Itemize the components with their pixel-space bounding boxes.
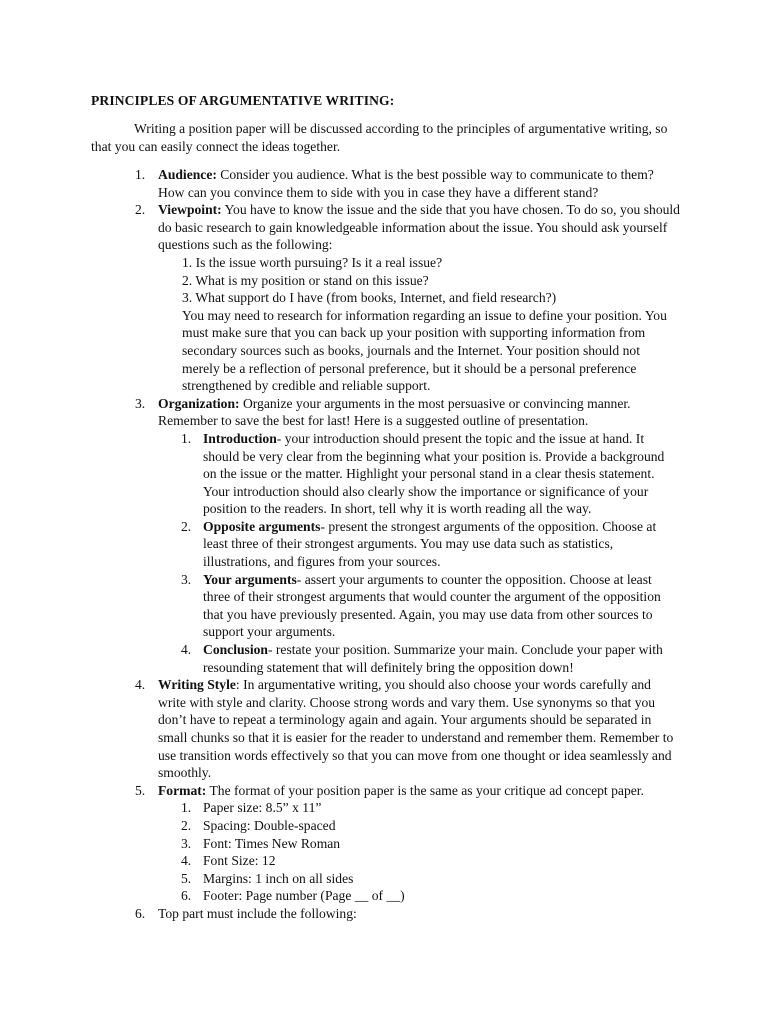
- item-number: 2.: [135, 202, 146, 218]
- format-list: [158, 799, 681, 905]
- outline-number: 4.: [181, 642, 192, 658]
- format-item-font-size: [158, 852, 681, 870]
- outline-list: [158, 430, 681, 676]
- document-title: PRINCIPLES OF ARGUMENTATIVE WRITING:: [91, 93, 395, 108]
- outline-text: - your introduction should present the topic and the issue at hand. It should be very clear from the beginning what your position is. Provide a background on the issue or the matter. Highlight your personal stand in a clear thesis statement. Your introduction should also clearly show the importance or significance of your position to the readers. In short, tell why it is worth reading all the way.: [203, 430, 665, 517]
- item-number: 6.: [135, 905, 146, 921]
- intro-paragraph: [91, 120, 676, 155]
- format-number: 1.: [181, 800, 192, 816]
- format-item-font: [158, 835, 681, 853]
- list-item-format: [91, 782, 681, 905]
- outline-label: Opposite arguments: [203, 518, 321, 534]
- list-item-organization: [91, 395, 681, 677]
- item-text: : In argumentative writing, you should also choose your words carefully and write with style and clarity. Choose strong words and vary them. Use synonyms so that you don’t have to repeat a terminology again and again. Your arguments should be separated in small chunks so that it is easier for the reader to understand and remember them. Remember to use transition words effectively so that you can move from one thought or idea seamlessly and smoothly.: [158, 677, 674, 781]
- format-number: 4.: [181, 853, 192, 869]
- format-item-footer: [158, 887, 681, 905]
- list-item-writing-style: [91, 676, 681, 782]
- outline-item-opposite-arguments: [158, 518, 681, 571]
- outline-text: - restate your position. Summarize your main. Conclude your paper with resounding statement that will definitely bring the opposition down!: [203, 642, 663, 675]
- format-item-spacing: [158, 817, 681, 835]
- outline-number: 3.: [181, 571, 192, 587]
- viewpoint-research-note: You may need to research for information regarding an issue to define your position. You must make sure that you can back up your position with supporting information from secondary sources such as books, journals and the Internet. Your position should not merely be a reflection of personal preference, but it should be a personal preference strengthened by credible and reliable support.: [182, 307, 667, 394]
- format-number: 3.: [181, 835, 192, 851]
- item-label: Format:: [158, 782, 207, 798]
- outline-number: 2.: [181, 518, 192, 534]
- list-item-audience: [91, 166, 681, 201]
- outline-label: Introduction: [203, 430, 277, 446]
- item-label: Writing Style: [158, 677, 236, 693]
- item-text: Consider you audience. What is the best possible way to communicate to them? How can you convince them to side with you in case they have a different stand?: [158, 167, 654, 200]
- format-item-paper-size: [158, 799, 681, 817]
- outline-label: Conclusion: [203, 642, 268, 658]
- question-item: 1. Is the issue worth pursuing? Is it a real issue?: [182, 254, 443, 270]
- outline-item-your-arguments: [158, 571, 681, 641]
- item-label: Viewpoint:: [158, 202, 222, 218]
- format-number: 5.: [181, 870, 192, 886]
- question-item: 3. What support do I have (from books, Internet, and field research?): [182, 290, 557, 306]
- format-text: Margins: 1 inch on all sides: [203, 870, 354, 886]
- viewpoint-questions: [158, 254, 681, 395]
- list-item-viewpoint: [91, 201, 681, 395]
- outline-item-conclusion: [158, 641, 681, 676]
- item-number: 5.: [135, 782, 146, 798]
- item-number: 1.: [135, 167, 146, 182]
- format-text: Font: Times New Roman: [203, 835, 341, 851]
- format-text: Footer: Page number (Page __ of __): [203, 888, 405, 904]
- intro-text: Writing a position paper will be discussed according to the principles of argumentative writing, so that you can easily connect the ideas together.: [91, 121, 668, 154]
- outline-number: 1.: [181, 430, 192, 446]
- item-label: Organization:: [158, 395, 240, 411]
- format-item-margins: [158, 870, 681, 888]
- format-text: Font Size: 12: [203, 853, 276, 869]
- item-text: Organize your arguments in the most persuasive or convincing manner. Remember to save the best for last! Here is a suggested outline of presentation.: [158, 395, 631, 429]
- item-label: Audience:: [158, 167, 217, 182]
- item-number: 4.: [135, 677, 146, 693]
- format-text: Paper size: 8.5” x 11”: [203, 800, 322, 816]
- outline-item-introduction: [158, 430, 681, 518]
- item-text: You have to know the issue and the side that you have chosen. To do so, you should do basic research to gain knowledgeable information about the issue. You should ask yourself questions such as the following:: [158, 202, 680, 253]
- item-text: Top part must include the following:: [158, 905, 357, 921]
- question-item: 2. What is my position or stand on this issue?: [182, 272, 429, 288]
- format-text: Spacing: Double-spaced: [203, 817, 336, 833]
- item-text: The format of your position paper is the same as your critique ad concept paper.: [206, 782, 644, 798]
- principles-list: [91, 166, 681, 923]
- format-number: 2.: [181, 817, 192, 833]
- list-item-top-part: [91, 905, 681, 923]
- outline-label: Your arguments: [203, 571, 297, 587]
- format-number: 6.: [181, 888, 192, 904]
- outline-text: - assert your arguments to counter the opposition. Choose at least three of their strongest arguments that would counter the argument of the opposition that you have previously presented. Again, you may use data from other sources to support your arguments.: [203, 571, 661, 640]
- outline-text: - present the strongest arguments of the opposition. Choose at least three of their strongest arguments. You may use data such as statistics, illustrations, and figures from your sources.: [203, 518, 657, 570]
- item-number: 3.: [135, 395, 146, 411]
